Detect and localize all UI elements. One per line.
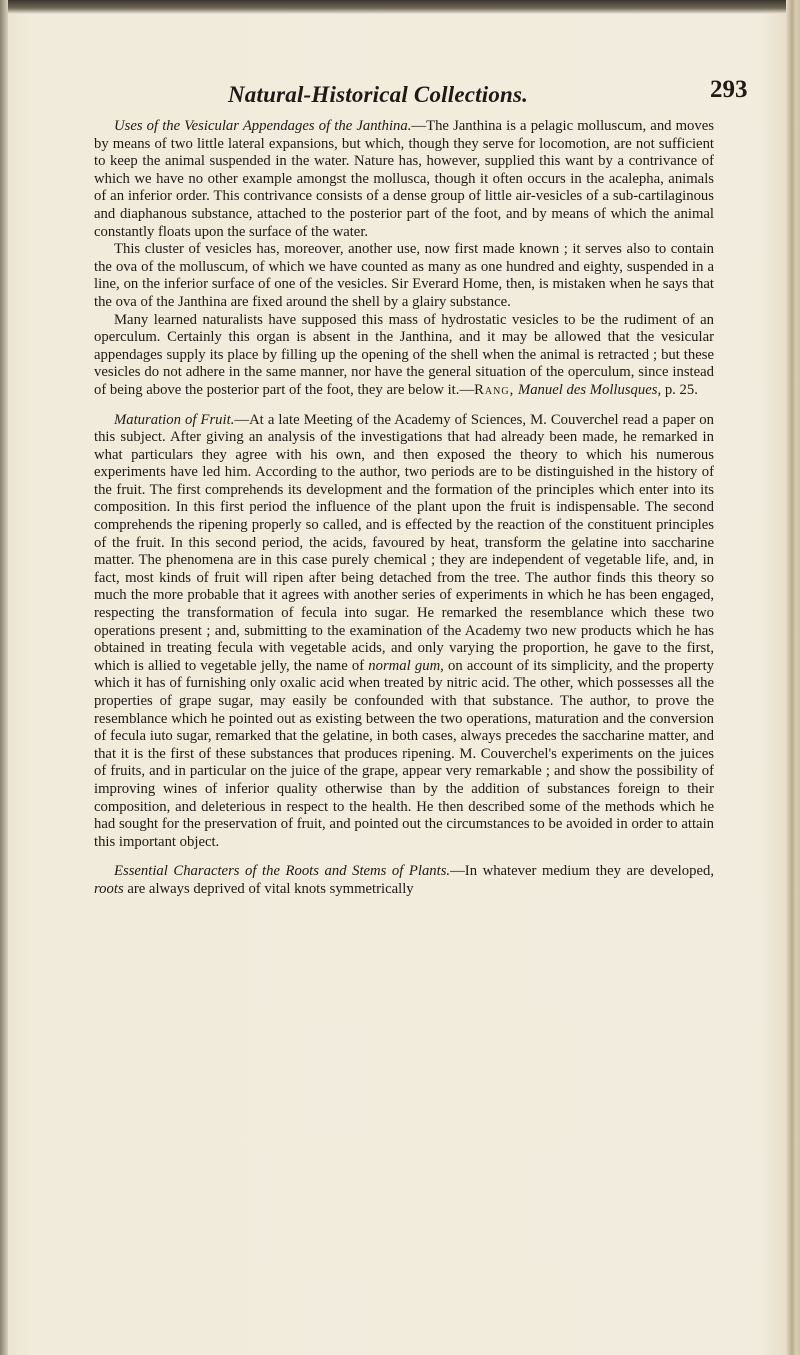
source-page: p. 25. [661, 381, 698, 398]
paragraph [94, 241, 714, 311]
italic-term: normal gum, [368, 657, 444, 674]
paragraph-text: on account of its simplicity, and the property which it has of furnishing only oxalic acid when treated by nitric acid. The other, which possesses all the properties of grape sugar, may easily be confounded with that substance. The author, to prove the resemblance which he pointed out as existing between the two operations, maturation and the conversion of fecula iuto sugar, remarked that the gelatine, in both cases, always precedes the saccharine matter, and that it is the first of these substances that produces ripening. M. Couverchel's experiments on the juices of fruits, and in particular on the juice of the grape, appear very remarkable ; and show the possibility of improving wines of inferior quality otherwise than by the addition of substances foreign to their composition, and deleterious in respect to the health. He then described some of the methods which he had sought for the preservation of fruit, and pointed out the circumstances to be avoided in order to attain this important object. [94, 657, 715, 850]
page-right-edge [786, 0, 800, 1355]
page-top-shadow [0, 0, 800, 14]
paragraph-text: are always deprived of vital knots symmetrically [123, 880, 414, 897]
paragraph [94, 118, 714, 241]
section-heading: Essential Characters of the Roots and Stems of Plants. [114, 863, 451, 880]
paragraph-text: Many learned naturalists have supposed this mass of hydrostatic vesicles to be the rudiment of an operculum. Certainly this organ is absent in the Janthina, and it may be allowed that the vesicular appendages supply its place by filling up the opening of the shell when the animal is retracted ; but these vesicles do not adhere in the same manner, nor have the general situation of the operculum, since instead of being above the posterior part of the foot, they are below it.— [94, 311, 714, 398]
section-roots-and-stems [94, 863, 714, 898]
italic-term: roots [94, 880, 124, 897]
running-title: Natural-Historical Collections. [228, 82, 529, 107]
paragraph-text: This cluster of vesicles has, moreover, another use, now first made known ; it serves also to contain the ova of the molluscum, of which we have counted as many as one hundred and eighty, suspended in a line, on the inferior surface of one of the vesicles. Sir Everard Home, then, is mistaken when he says that the ova of the Janthina are fixed around the shell by a glairy substance. [94, 241, 714, 310]
paragraph [94, 863, 714, 898]
paragraph-text: —The Janthina is a pelagic molluscum, and moves by means of two little lateral expansions, but which, though they serve for locomotion, are not sufficient to keep the animal suspended in the water. Nature has, however, supplied this want by a contrivance of which we have no other example amongst the mollusca, though it often occurs in the acalepha, animals of an inferior order. This contrivance consists of a dense group of little air-vesicles of a sub-cartilaginous and diaphanous substance, attached to the posterior part of the foot, and by means of which the animal constantly floats upon the surface of the water. [94, 118, 714, 240]
source-title: Manuel des Mollusques, [517, 381, 662, 398]
paragraph [94, 312, 714, 400]
page-number: 293 [710, 76, 748, 103]
paragraph-text: —In whatever medium they are developed, [450, 863, 714, 880]
section-heading: Uses of the Vesicular Appendages of the Janthina. [114, 118, 412, 134]
section-maturation-of-fruit [94, 412, 714, 852]
author-name: Rang, [474, 381, 515, 398]
paragraph [94, 412, 714, 852]
section-heading: Maturation of Fruit. [114, 411, 235, 428]
page-left-edge [0, 0, 8, 1355]
section-janthina [94, 118, 714, 400]
body-text [94, 118, 714, 899]
paragraph-text: —At a late Meeting of the Academy of Sciences, M. Couverchel read a paper on this subject. After giving an analysis of the investigations that had already been made, he remarked in what particulars they agree with his own, and then exposed the theory to which his numerous experiments have led him. According to the author, two periods are to be distinguished in the history of the fruit. The first comprehends its development and the formation of the principles which enter into its composition. In this first period the influence of the plant upon the fruit is indispensable. The second comprehends the ripening properly so called, and is effected by the reaction of the constituent principles of the fruit. In this second period, the acids, favoured by heat, transform the gelatine into saccharine matter. The phenomena are in this case purely chemical ; they are independent of vegetable life, and, in fact, most kinds of fruit will ripen after being detached from the tree. The author finds this theory so much the more probable that it agrees with another series of experiments in which he has been engaged, respecting the transformation of fecula into sugar. He remarked the resemblance which these two operations present ; and, submitting to the examination of the Academy two new products which he has obtained in treating fecula with vegetable acids, and only varying the proportion, he gave to the first, which is allied to vegetable jelly, the name of [94, 411, 714, 674]
